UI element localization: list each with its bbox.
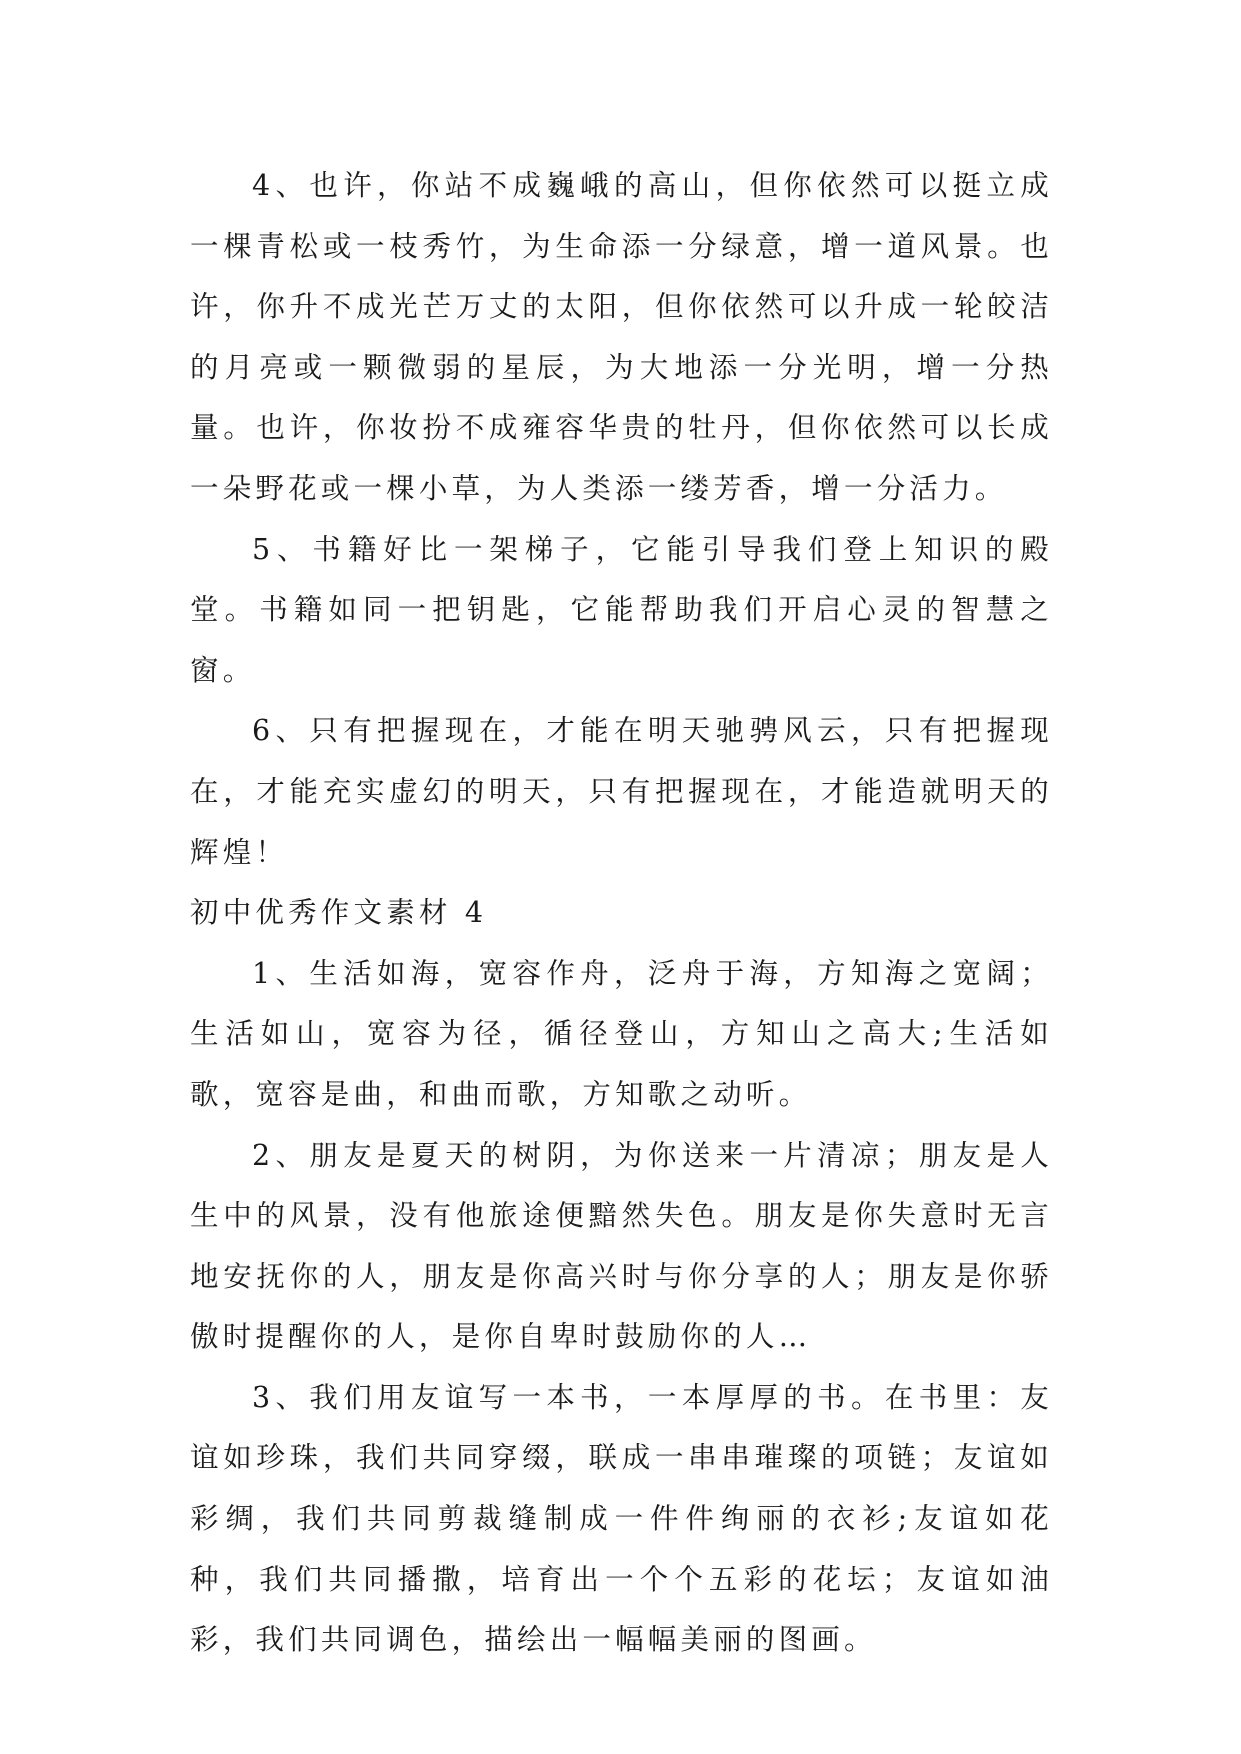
paragraph-1: 1、生活如海，宽容作舟，泛舟于海，方知海之宽阔；生活如山，宽容为径，循径登山，方知山之高大;生活如歌，宽容是曲，和曲而歌，方知歌之动听。 <box>190 956 1053 1111</box>
document-page <box>190 156 1053 1671</box>
paragraph-3: 3、我们用友谊写一本书，一本厚厚的书。在书里：友谊如珍珠，我们共同穿缀，联成一串串璀璨的项链；友谊如彩绸，我们共同剪裁缝制成一件件绚丽的衣衫;友谊如花种，我们共同播撒，培育出一个个五彩的花坛；友谊如油彩，我们共同调色，描绘出一幅幅美丽的图画。 <box>190 1380 1053 1657</box>
paragraph-6: 6、只有把握现在，才能在明天驰骋风云，只有把握现在，才能充实虚幻的明天，只有把握现在，才能造就明天的辉煌！ <box>190 714 1053 869</box>
paragraph-5: 5、书籍好比一架梯子，它能引导我们登上知识的殿堂。书籍如同一把钥匙，它能帮助我们开启心灵的智慧之窗。 <box>190 532 1053 687</box>
section-heading: 初中优秀作文素材 4 <box>190 896 488 930</box>
paragraph-4: 4、也许，你站不成巍峨的高山，但你依然可以挺立成一棵青松或一枝秀竹，为生命添一分绿意，增一道风景。也许，你升不成光芒万丈的太阳，但你依然可以升成一轮皎洁的月亮或一颗微弱的星辰，为大地添一分光明，增一分热量。也许，你妆扮不成雍容华贵的牡丹，但你依然可以长成一朵野花或一棵小草，为人类添一缕芳香，增一分活力。 <box>190 169 1053 505</box>
paragraph-2: 2、朋友是夏天的树阴，为你送来一片清凉；朋友是人生中的风景，没有他旅途便黯然失色。朋友是你失意时无言地安抚你的人，朋友是你高兴时与你分享的人；朋友是你骄傲时提醒你的人，是你自卑时鼓励你的人… <box>190 1138 1053 1354</box>
